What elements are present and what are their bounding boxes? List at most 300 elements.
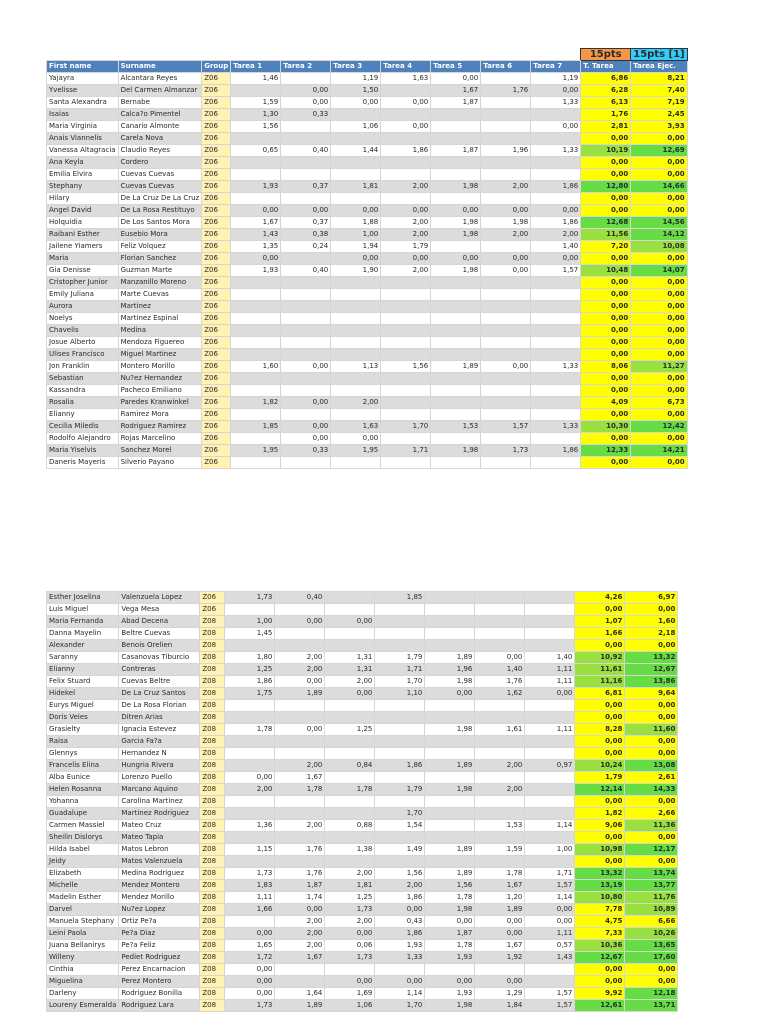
- tarea-5-cell[interactable]: 0,00: [431, 253, 481, 265]
- tarea-6-cell[interactable]: [475, 856, 525, 868]
- table-row[interactable]: [47, 109, 688, 121]
- tarea-3-cell[interactable]: [325, 748, 375, 760]
- tarea-2-cell[interactable]: [281, 277, 331, 289]
- surname-cell[interactable]: Alcantara Reyes: [118, 73, 202, 85]
- tarea-4-cell[interactable]: [375, 724, 425, 736]
- tarea-6-cell[interactable]: [481, 157, 531, 169]
- tarea-3-cell[interactable]: 2,00: [325, 868, 375, 880]
- tarea-3-cell[interactable]: [331, 385, 381, 397]
- tarea-5-cell[interactable]: 1,87: [431, 97, 481, 109]
- surname-cell[interactable]: De La Cruz Santos: [119, 688, 200, 700]
- tarea-2-cell[interactable]: 1,76: [275, 844, 325, 856]
- surname-cell[interactable]: Martinez: [118, 301, 202, 313]
- first-name-cell[interactable]: Cristopher Junior: [47, 277, 119, 289]
- tarea-5-cell[interactable]: 1,87: [425, 928, 475, 940]
- tarea-4-cell[interactable]: 2,00: [375, 880, 425, 892]
- total-tarea-cell[interactable]: 10,24: [575, 760, 625, 772]
- tarea-ejec-cell[interactable]: 11,36: [625, 820, 678, 832]
- tarea-1-cell[interactable]: 1,80: [225, 652, 275, 664]
- tarea-5-cell[interactable]: 1,87: [431, 145, 481, 157]
- table-row[interactable]: [47, 820, 678, 832]
- tarea-2-cell[interactable]: 0,00: [281, 397, 331, 409]
- surname-cell[interactable]: Perez Encarnacion: [119, 964, 200, 976]
- tarea-6-cell[interactable]: [481, 409, 531, 421]
- group-cell[interactable]: Z08: [200, 640, 225, 652]
- tarea-6-cell[interactable]: [475, 748, 525, 760]
- tarea-1-cell[interactable]: 1,11: [225, 892, 275, 904]
- tarea-4-cell[interactable]: 1,70: [375, 1000, 425, 1012]
- tarea-4-cell[interactable]: 2,00: [381, 217, 431, 229]
- total-tarea-cell[interactable]: 0,00: [581, 457, 631, 469]
- first-name-cell[interactable]: Ulises Francisco: [47, 349, 119, 361]
- table-row[interactable]: [47, 1000, 678, 1012]
- tarea-4-cell[interactable]: [375, 796, 425, 808]
- tarea-1-cell[interactable]: [231, 157, 281, 169]
- group-cell[interactable]: Z06: [202, 73, 231, 85]
- tarea-ejec-cell[interactable]: 0,00: [631, 277, 687, 289]
- tarea-6-cell[interactable]: 1,96: [481, 145, 531, 157]
- tarea-7-cell[interactable]: [531, 313, 581, 325]
- tarea-1-cell[interactable]: [225, 640, 275, 652]
- table-row[interactable]: [47, 748, 678, 760]
- tarea-6-cell[interactable]: [481, 73, 531, 85]
- tarea-5-cell[interactable]: 1,98: [431, 217, 481, 229]
- tarea-2-cell[interactable]: [281, 133, 331, 145]
- tarea-ejec-cell[interactable]: 14,33: [625, 784, 678, 796]
- tarea-3-cell[interactable]: [325, 592, 375, 604]
- tarea-1-cell[interactable]: [225, 832, 275, 844]
- tarea-3-cell[interactable]: 0,00: [331, 433, 381, 445]
- tarea-7-cell[interactable]: 1,86: [531, 181, 581, 193]
- tarea-ejec-cell[interactable]: 0,00: [631, 253, 687, 265]
- tarea-ejec-cell[interactable]: 14,66: [631, 181, 687, 193]
- tarea-1-cell[interactable]: 1,85: [231, 421, 281, 433]
- tarea-3-cell[interactable]: [331, 289, 381, 301]
- surname-cell[interactable]: Feliz Volquez: [118, 241, 202, 253]
- tarea-7-cell[interactable]: [531, 397, 581, 409]
- tarea-4-cell[interactable]: 0,00: [381, 121, 431, 133]
- tarea-7-cell[interactable]: [525, 796, 575, 808]
- tarea-7-cell[interactable]: 0,00: [525, 688, 575, 700]
- table-row[interactable]: [47, 445, 688, 457]
- tarea-1-cell[interactable]: 1,59: [231, 97, 281, 109]
- tarea-6-cell[interactable]: [481, 301, 531, 313]
- tarea-1-cell[interactable]: [231, 373, 281, 385]
- tarea-1-cell[interactable]: [231, 133, 281, 145]
- group-cell[interactable]: Z06: [202, 277, 231, 289]
- tarea-3-cell[interactable]: 1,00: [331, 229, 381, 241]
- table-row[interactable]: [47, 976, 678, 988]
- tarea-4-cell[interactable]: 0,00: [375, 904, 425, 916]
- first-name-cell[interactable]: Daneris Mayeris: [47, 457, 119, 469]
- tarea-2-cell[interactable]: [281, 157, 331, 169]
- tarea-ejec-cell[interactable]: 13,08: [625, 760, 678, 772]
- tarea-5-cell[interactable]: [425, 592, 475, 604]
- tarea-5-cell[interactable]: 1,98: [425, 676, 475, 688]
- tarea-3-cell[interactable]: 0,84: [325, 760, 375, 772]
- tarea-5-cell[interactable]: [425, 700, 475, 712]
- group-cell[interactable]: Z06: [202, 193, 231, 205]
- tarea-3-cell[interactable]: 1,88: [331, 217, 381, 229]
- tarea-6-cell[interactable]: 1,20: [475, 892, 525, 904]
- tarea-2-cell[interactable]: [281, 289, 331, 301]
- tarea-7-cell[interactable]: [525, 616, 575, 628]
- table-row[interactable]: [47, 121, 688, 133]
- tarea-7-cell[interactable]: 1,11: [525, 676, 575, 688]
- total-tarea-cell[interactable]: 10,48: [581, 265, 631, 277]
- table-row[interactable]: [47, 688, 678, 700]
- tarea-4-cell[interactable]: [381, 85, 431, 97]
- surname-cell[interactable]: Marcano Aquino: [119, 784, 200, 796]
- tarea-1-cell[interactable]: [225, 796, 275, 808]
- surname-cell[interactable]: Pacheco Emiliano: [118, 385, 202, 397]
- tarea-6-cell[interactable]: 1,84: [475, 1000, 525, 1012]
- tarea-3-cell[interactable]: [331, 409, 381, 421]
- tarea-4-cell[interactable]: 0,43: [375, 916, 425, 928]
- tarea-4-cell[interactable]: [375, 964, 425, 976]
- tarea-1-cell[interactable]: [231, 385, 281, 397]
- tarea-3-cell[interactable]: 1,50: [331, 85, 381, 97]
- surname-cell[interactable]: Medina: [118, 325, 202, 337]
- tarea-6-cell[interactable]: 2,00: [481, 229, 531, 241]
- tarea-6-cell[interactable]: 1,67: [475, 880, 525, 892]
- tarea-7-cell[interactable]: [531, 325, 581, 337]
- col-header-surname[interactable]: Surname: [118, 61, 202, 73]
- tarea-7-cell[interactable]: [525, 856, 575, 868]
- tarea-5-cell[interactable]: [431, 313, 481, 325]
- tarea-6-cell[interactable]: [481, 325, 531, 337]
- tarea-3-cell[interactable]: [331, 349, 381, 361]
- tarea-3-cell[interactable]: 1,06: [325, 1000, 375, 1012]
- tarea-2-cell[interactable]: 2,00: [275, 820, 325, 832]
- first-name-cell[interactable]: Gia Denisse: [47, 265, 119, 277]
- group-cell[interactable]: Z08: [200, 904, 225, 916]
- tarea-5-cell[interactable]: [431, 121, 481, 133]
- tarea-6-cell[interactable]: 2,00: [475, 760, 525, 772]
- tarea-3-cell[interactable]: 1,94: [331, 241, 381, 253]
- tarea-3-cell[interactable]: 1,31: [325, 652, 375, 664]
- tarea-4-cell[interactable]: 1,10: [375, 688, 425, 700]
- tarea-6-cell[interactable]: 1,67: [475, 940, 525, 952]
- group-cell[interactable]: Z08: [200, 964, 225, 976]
- surname-cell[interactable]: Lorenzo Puello: [119, 772, 200, 784]
- tarea-1-cell[interactable]: 1,93: [231, 265, 281, 277]
- first-name-cell[interactable]: Cecilia Miledis: [47, 421, 119, 433]
- tarea-3-cell[interactable]: 1,38: [325, 844, 375, 856]
- first-name-cell[interactable]: Darleny: [47, 988, 119, 1000]
- total-tarea-cell[interactable]: 7,20: [581, 241, 631, 253]
- tarea-7-cell[interactable]: 1,14: [525, 820, 575, 832]
- tarea-5-cell[interactable]: 1,93: [425, 952, 475, 964]
- tarea-4-cell[interactable]: [375, 856, 425, 868]
- surname-cell[interactable]: Martinez Rodriguez: [119, 808, 200, 820]
- group-cell[interactable]: Z06: [202, 229, 231, 241]
- tarea-ejec-cell[interactable]: 6,97: [625, 592, 678, 604]
- total-tarea-cell[interactable]: 11,56: [581, 229, 631, 241]
- tarea-2-cell[interactable]: 0,37: [281, 181, 331, 193]
- tarea-2-cell[interactable]: 0,37: [281, 217, 331, 229]
- tarea-2-cell[interactable]: 0,00: [281, 97, 331, 109]
- tarea-1-cell[interactable]: 1,83: [225, 880, 275, 892]
- tarea-ejec-cell[interactable]: 0,00: [631, 385, 687, 397]
- group-cell[interactable]: Z06: [202, 325, 231, 337]
- tarea-1-cell[interactable]: 1,65: [225, 940, 275, 952]
- tarea-7-cell[interactable]: 0,57: [525, 940, 575, 952]
- total-tarea-cell[interactable]: 0,00: [575, 796, 625, 808]
- tarea-ejec-cell[interactable]: 6,73: [631, 397, 687, 409]
- tarea-7-cell[interactable]: [531, 337, 581, 349]
- tarea-1-cell[interactable]: 1,73: [225, 1000, 275, 1012]
- tarea-5-cell[interactable]: [425, 772, 475, 784]
- tarea-1-cell[interactable]: 1,73: [225, 592, 275, 604]
- surname-cell[interactable]: Paredes Kranwinkel: [118, 397, 202, 409]
- tarea-4-cell[interactable]: [381, 349, 431, 361]
- group-cell[interactable]: Z06: [202, 121, 231, 133]
- tarea-3-cell[interactable]: 1,90: [331, 265, 381, 277]
- group-cell[interactable]: Z06: [202, 85, 231, 97]
- surname-cell[interactable]: Pe?a Diaz: [119, 928, 200, 940]
- tarea-ejec-cell[interactable]: 14,07: [631, 265, 687, 277]
- table-row[interactable]: [47, 664, 678, 676]
- first-name-cell[interactable]: Helen Rosanna: [47, 784, 119, 796]
- first-name-cell[interactable]: Maria Yiselvis: [47, 445, 119, 457]
- tarea-2-cell[interactable]: [275, 856, 325, 868]
- tarea-7-cell[interactable]: [531, 157, 581, 169]
- surname-cell[interactable]: Guzman Marte: [118, 265, 202, 277]
- tarea-5-cell[interactable]: [431, 337, 481, 349]
- tarea-ejec-cell[interactable]: 0,00: [631, 169, 687, 181]
- table-row[interactable]: [47, 988, 678, 1000]
- tarea-ejec-cell[interactable]: 2,45: [631, 109, 687, 121]
- tarea-1-cell[interactable]: 1,66: [225, 904, 275, 916]
- surname-cell[interactable]: Perez Montero: [119, 976, 200, 988]
- surname-cell[interactable]: Del Carmen Almanzar: [118, 85, 202, 97]
- group-cell[interactable]: Z06: [202, 97, 231, 109]
- tarea-2-cell[interactable]: [275, 640, 325, 652]
- tarea-5-cell[interactable]: [431, 457, 481, 469]
- group-cell[interactable]: Z08: [200, 772, 225, 784]
- tarea-5-cell[interactable]: [431, 241, 481, 253]
- total-tarea-cell[interactable]: 13,32: [575, 868, 625, 880]
- first-name-cell[interactable]: Esther Joselina: [47, 592, 119, 604]
- tarea-4-cell[interactable]: [381, 289, 431, 301]
- tarea-7-cell[interactable]: 0,00: [531, 253, 581, 265]
- tarea-ejec-cell[interactable]: 6,66: [625, 916, 678, 928]
- tarea-7-cell[interactable]: 1,33: [531, 145, 581, 157]
- tarea-4-cell[interactable]: 0,00: [381, 97, 431, 109]
- tarea-3-cell[interactable]: 0,00: [325, 928, 375, 940]
- col-header-tarea-4[interactable]: Tarea 4: [381, 61, 431, 73]
- tarea-6-cell[interactable]: [481, 373, 531, 385]
- tarea-5-cell[interactable]: [431, 373, 481, 385]
- tarea-1-cell[interactable]: [231, 325, 281, 337]
- tarea-3-cell[interactable]: 1,25: [325, 892, 375, 904]
- tarea-3-cell[interactable]: [325, 796, 375, 808]
- tarea-7-cell[interactable]: [531, 433, 581, 445]
- tarea-5-cell[interactable]: 1,89: [425, 868, 475, 880]
- first-name-cell[interactable]: Santa Alexandra: [47, 97, 119, 109]
- first-name-cell[interactable]: Josue Alberto: [47, 337, 119, 349]
- surname-cell[interactable]: Cuevas Beltre: [119, 676, 200, 688]
- total-tarea-cell[interactable]: 0,00: [581, 277, 631, 289]
- table-row[interactable]: [47, 193, 688, 205]
- table-row[interactable]: [47, 952, 678, 964]
- table-row[interactable]: [47, 277, 688, 289]
- total-tarea-cell[interactable]: 0,00: [581, 169, 631, 181]
- tarea-2-cell[interactable]: 0,00: [275, 724, 325, 736]
- tarea-7-cell[interactable]: 1,00: [525, 844, 575, 856]
- tarea-1-cell[interactable]: [231, 433, 281, 445]
- tarea-7-cell[interactable]: [531, 349, 581, 361]
- table-row[interactable]: [47, 433, 688, 445]
- total-tarea-cell[interactable]: 1,07: [575, 616, 625, 628]
- tarea-ejec-cell[interactable]: 0,00: [631, 157, 687, 169]
- total-tarea-cell[interactable]: 0,00: [581, 337, 631, 349]
- group-cell[interactable]: Z08: [200, 748, 225, 760]
- group-cell[interactable]: Z08: [200, 844, 225, 856]
- first-name-cell[interactable]: Anais Viannelis: [47, 133, 119, 145]
- tarea-6-cell[interactable]: 0,00: [475, 976, 525, 988]
- tarea-7-cell[interactable]: [525, 736, 575, 748]
- tarea-6-cell[interactable]: [481, 241, 531, 253]
- tarea-3-cell[interactable]: 1,13: [331, 361, 381, 373]
- table-row[interactable]: [47, 385, 688, 397]
- total-tarea-cell[interactable]: 0,00: [575, 712, 625, 724]
- surname-cell[interactable]: Garcia Fa?a: [119, 736, 200, 748]
- tarea-1-cell[interactable]: 2,00: [225, 784, 275, 796]
- group-cell[interactable]: Z06: [202, 361, 231, 373]
- tarea-5-cell[interactable]: [431, 385, 481, 397]
- first-name-cell[interactable]: Elianny: [47, 664, 119, 676]
- table-row[interactable]: [47, 616, 678, 628]
- first-name-cell[interactable]: Juana Bellanirys: [47, 940, 119, 952]
- tarea-1-cell[interactable]: [231, 85, 281, 97]
- tarea-4-cell[interactable]: 1,54: [375, 820, 425, 832]
- tarea-2-cell[interactable]: 2,00: [275, 928, 325, 940]
- first-name-cell[interactable]: Darvel: [47, 904, 119, 916]
- tarea-2-cell[interactable]: 1,89: [275, 1000, 325, 1012]
- tarea-7-cell[interactable]: 1,57: [531, 265, 581, 277]
- tarea-4-cell[interactable]: [381, 385, 431, 397]
- surname-cell[interactable]: Pe?a Feliz: [119, 940, 200, 952]
- surname-cell[interactable]: Vega Mesa: [119, 604, 200, 616]
- total-tarea-cell[interactable]: 10,92: [575, 652, 625, 664]
- tarea-4-cell[interactable]: [375, 748, 425, 760]
- table-row[interactable]: [47, 712, 678, 724]
- table-row[interactable]: [47, 325, 688, 337]
- surname-cell[interactable]: Rodriguez Ramirez: [118, 421, 202, 433]
- tarea-ejec-cell[interactable]: 0,00: [631, 133, 687, 145]
- table-row[interactable]: [47, 892, 678, 904]
- tarea-3-cell[interactable]: 1,19: [331, 73, 381, 85]
- col-header-tarea-3[interactable]: Tarea 3: [331, 61, 381, 73]
- tarea-5-cell[interactable]: 1,93: [425, 988, 475, 1000]
- tarea-3-cell[interactable]: [331, 169, 381, 181]
- tarea-4-cell[interactable]: [381, 409, 431, 421]
- tarea-5-cell[interactable]: [431, 133, 481, 145]
- tarea-4-cell[interactable]: [381, 277, 431, 289]
- surname-cell[interactable]: Abad Decena: [119, 616, 200, 628]
- total-tarea-cell[interactable]: 12,67: [575, 952, 625, 964]
- tarea-6-cell[interactable]: [481, 313, 531, 325]
- tarea-3-cell[interactable]: [331, 457, 381, 469]
- surname-cell[interactable]: Pediet Rodriguez: [119, 952, 200, 964]
- tarea-1-cell[interactable]: 1,00: [225, 616, 275, 628]
- col-header-tarea-7[interactable]: Tarea 7: [531, 61, 581, 73]
- surname-cell[interactable]: De Los Santos Mora: [118, 217, 202, 229]
- tarea-2-cell[interactable]: 0,00: [281, 85, 331, 97]
- total-tarea-cell[interactable]: 0,00: [575, 832, 625, 844]
- tarea-3-cell[interactable]: [325, 736, 375, 748]
- tarea-ejec-cell[interactable]: 1,60: [625, 616, 678, 628]
- tarea-3-cell[interactable]: [325, 856, 375, 868]
- total-tarea-cell[interactable]: 0,00: [575, 640, 625, 652]
- table-row[interactable]: [47, 880, 678, 892]
- surname-cell[interactable]: Ortiz Pe?a: [119, 916, 200, 928]
- tarea-3-cell[interactable]: [331, 337, 381, 349]
- tarea-5-cell[interactable]: [431, 397, 481, 409]
- total-tarea-cell[interactable]: 0,00: [581, 301, 631, 313]
- tarea-2-cell[interactable]: 0,40: [275, 592, 325, 604]
- total-tarea-cell[interactable]: 10,98: [575, 844, 625, 856]
- tarea-ejec-cell[interactable]: 0,00: [631, 193, 687, 205]
- tarea-7-cell[interactable]: [525, 712, 575, 724]
- first-name-cell[interactable]: Ana Keyla: [47, 157, 119, 169]
- tarea-1-cell[interactable]: [225, 748, 275, 760]
- tarea-3-cell[interactable]: [325, 640, 375, 652]
- tarea-6-cell[interactable]: [481, 457, 531, 469]
- surname-cell[interactable]: Mateo Tapia: [119, 832, 200, 844]
- tarea-7-cell[interactable]: [531, 169, 581, 181]
- group-cell[interactable]: Z06: [202, 433, 231, 445]
- group-cell[interactable]: Z08: [200, 676, 225, 688]
- first-name-cell[interactable]: Elizabeth: [47, 868, 119, 880]
- surname-cell[interactable]: Nu?ez Hernandez: [118, 373, 202, 385]
- tarea-ejec-cell[interactable]: 14,12: [631, 229, 687, 241]
- tarea-7-cell[interactable]: 0,00: [531, 205, 581, 217]
- tarea-6-cell[interactable]: [481, 289, 531, 301]
- tarea-1-cell[interactable]: 1,45: [225, 628, 275, 640]
- tarea-6-cell[interactable]: 1,57: [481, 421, 531, 433]
- tarea-7-cell[interactable]: 1,33: [531, 97, 581, 109]
- group-cell[interactable]: Z06: [202, 109, 231, 121]
- tarea-3-cell[interactable]: 0,06: [325, 940, 375, 952]
- group-cell[interactable]: Z06: [202, 313, 231, 325]
- tarea-2-cell[interactable]: [281, 73, 331, 85]
- first-name-cell[interactable]: Grasielty: [47, 724, 119, 736]
- tarea-ejec-cell[interactable]: 12,42: [631, 421, 687, 433]
- tarea-6-cell[interactable]: [481, 193, 531, 205]
- tarea-4-cell[interactable]: 1,63: [381, 73, 431, 85]
- tarea-5-cell[interactable]: 1,98: [425, 784, 475, 796]
- first-name-cell[interactable]: Yohanna: [47, 796, 119, 808]
- tarea-5-cell[interactable]: [425, 712, 475, 724]
- tarea-2-cell[interactable]: [281, 409, 331, 421]
- tarea-5-cell[interactable]: [431, 301, 481, 313]
- tarea-4-cell[interactable]: [375, 712, 425, 724]
- tarea-6-cell[interactable]: 1,40: [475, 664, 525, 676]
- tarea-1-cell[interactable]: 0,65: [231, 145, 281, 157]
- group-cell[interactable]: Z08: [200, 976, 225, 988]
- tarea-1-cell[interactable]: [225, 736, 275, 748]
- table-row[interactable]: [47, 784, 678, 796]
- tarea-4-cell[interactable]: 1,71: [381, 445, 431, 457]
- tarea-6-cell[interactable]: [475, 700, 525, 712]
- first-name-cell[interactable]: Alba Eunice: [47, 772, 119, 784]
- first-name-cell[interactable]: Eurys Miguel: [47, 700, 119, 712]
- tarea-1-cell[interactable]: [231, 409, 281, 421]
- first-name-cell[interactable]: Rosalia: [47, 397, 119, 409]
